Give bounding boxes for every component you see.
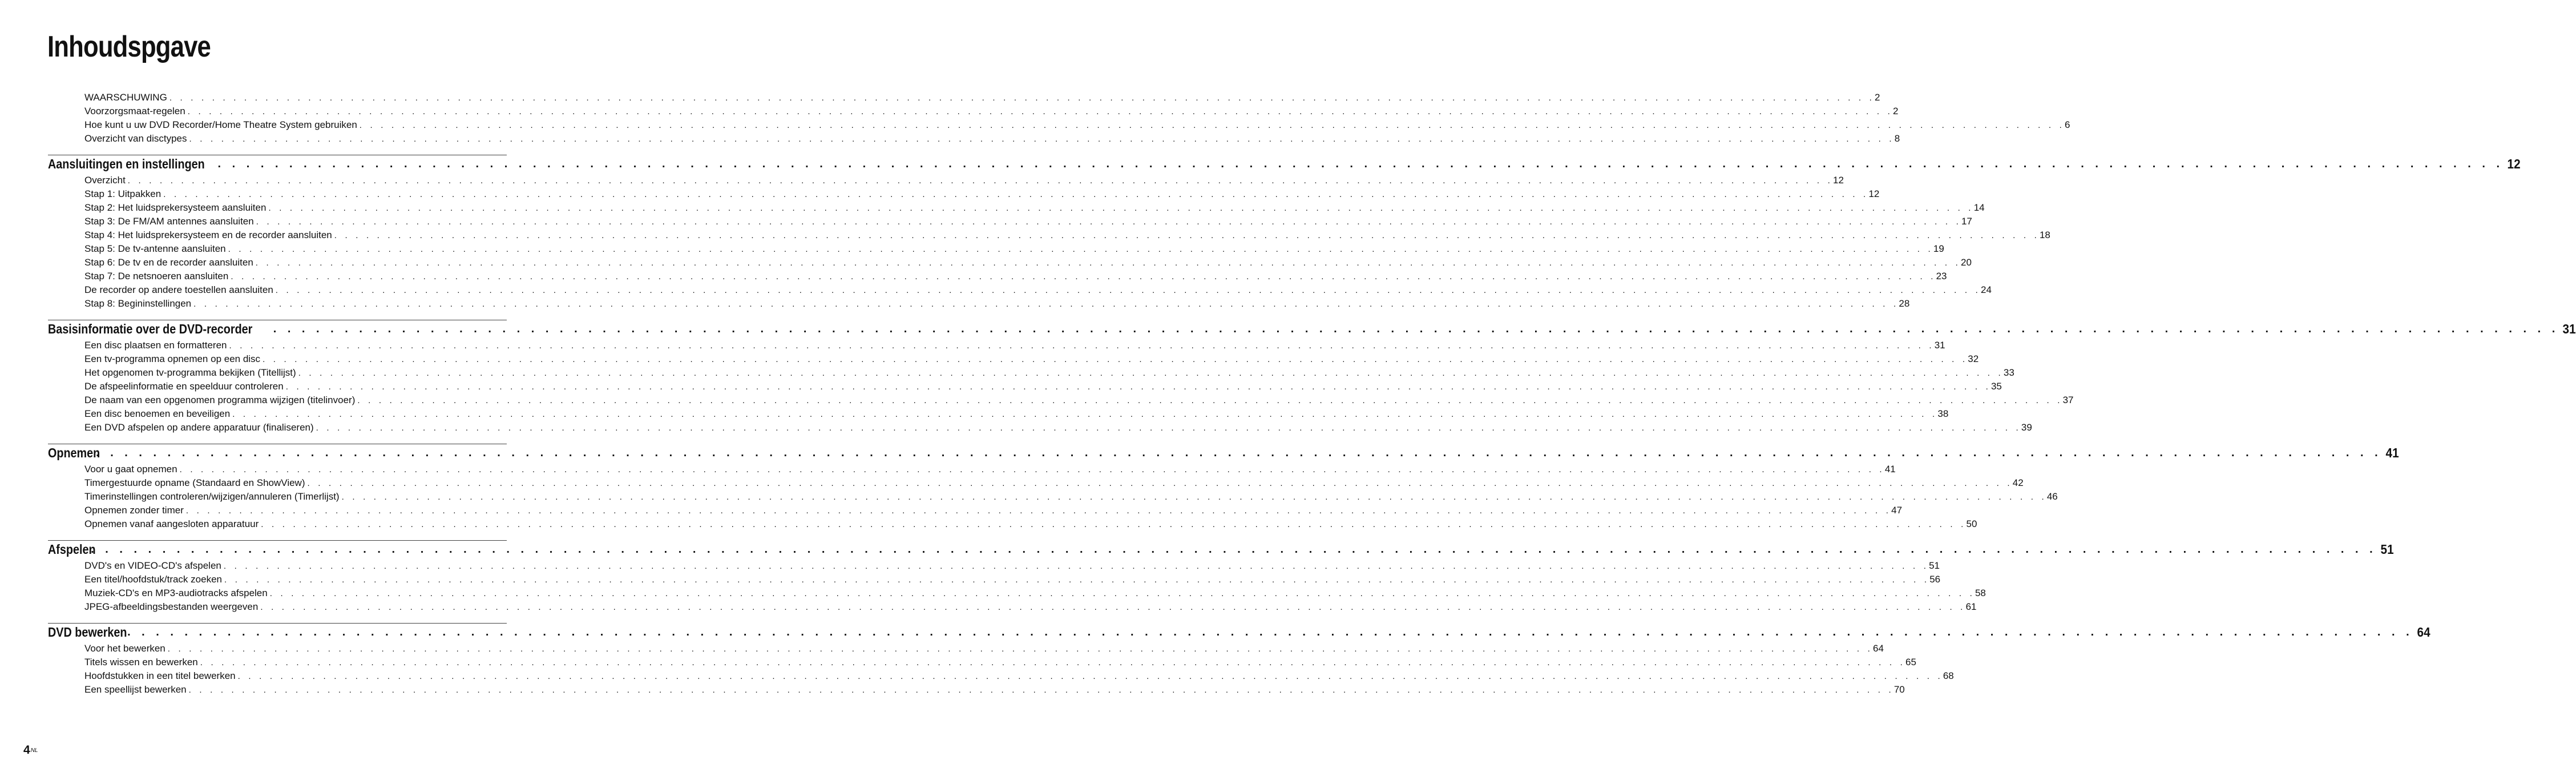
- toc-entry-page: 23: [1936, 271, 1947, 282]
- toc-entry[interactable]: [84, 517, 1977, 531]
- toc-entry-page: 68: [1943, 670, 1954, 681]
- toc-entry-title: Opnemen zonder timer: [84, 505, 184, 516]
- toc-entry[interactable]: [84, 352, 1979, 366]
- toc-entry-page: 33: [2003, 367, 2014, 378]
- toc-entry-title: Stap 2: Het luidsprekersysteem aansluiten: [84, 202, 267, 213]
- dot-leader: . . . . . . . . . . . . . . . . . . . . . . . . . . . . . . . . . . . . . . . . . . . . . . . . . . . . . . . . . . . . . . . . . . . . . . . . . . . . . . . . . . . . . . . . . . . . . . . . . . . . . . . . . . . . . . . . . . . . . . . . . . . . . . . . . . . . . . . . . . . . . . . . . . . . . . . . . . . . . . . .: [229, 341, 1935, 351]
- toc-entry-page: 14: [1973, 202, 1985, 213]
- dot-leader: . . . . . . . . . . . . . . . . . . . . . . . . . . . . . . . . . . . . . . . . . . . . . . . . . . . . . . . . . . . . . . . . . . . . . . . . . . . . . . . . . . . . . . . . . . . . . . . . . . . . . . . . . . . . . . . . . . . . . . . . . . . . . . . . . . . . . . . . . . . . . . . . . . . . . . . . . . . . . . . .: [256, 217, 1961, 227]
- dot-leader: . . . . . . . . . . . . . . . . . . . . . . . . . . . . . . . . . . . . . . . . . . . . . . . . . . . . . . . . . . . . . . . . . . . . . . . . . . . . . . . . . . . . . . . . . . . . . . . . . . . . . . . . . . . . . . . . . . . . . . . . . . . . . . . . . . . . . . . . . . . . . . . . . . . . . . . . . . . . . . . .: [163, 190, 1869, 199]
- page-title: Inhoudspgave: [47, 30, 211, 63]
- page-number-value: 4: [23, 743, 30, 757]
- dot-leader: . . . . . . . . . . . . . . . . . . . . . . . . . . . . . . . . . . . . . . . . . . . . . . . . . . . . . . . . . . . . . . . . . . . . . . . . . . . . . . . . . . . . . . . . . . . . . . . . . . . . . . . . . . . . . . . . . . . . . . . . . . . . . . . . . . . . . . . . . . . . . . . . . . . . . . . . . . . . . . . .: [255, 258, 1961, 268]
- toc-entry-page: 42: [2012, 477, 2024, 488]
- dot-leader: . . . . . . . . . . . . . . . . . . . . . . . . . . . . . . . . . . . . . . . . . . . . . . . . . . . . . . . . . . . . . . . . . . . . . . . . . . . . . . . . . . . . . . . . . . . . . . . . . . . . . . . . . . . . . . . . . . . . . . . . . . . . . . . . . . . . . . . . . . . . . . . . . . . . . . . . . . . . . . . .: [273, 323, 2559, 335]
- toc-entry[interactable]: [84, 463, 1896, 476]
- toc-entry-title: WAARSCHUWING: [84, 92, 167, 103]
- toc-entry-title: Een DVD afspelen op andere apparatuur (finaliseren): [84, 422, 314, 433]
- toc-entry[interactable]: [84, 669, 1954, 683]
- toc-entry-page: 12: [1833, 175, 1844, 186]
- toc-entry[interactable]: [84, 366, 2014, 380]
- dot-leader: . . . . . . . . . . . . . . . . . . . . . . . . . . . . . . . . . . . . . . . . . . . . . . . . . . . . . . . . . . . . . . . . . . . . . . . . . . . . . . . . . . . . . . . . . . . . . . . . . . . . . . . . . . . . . . . . . . . . . . . . . . . . . . . . . . . . . . . . . . . . . . . . . . . . . . . . . . . . . . . .: [269, 589, 1975, 598]
- toc-entry-title: Titels wissen en bewerken: [84, 657, 198, 668]
- toc-section: [0, 155, 2521, 311]
- toc-entry-title: Hoofdstukken in een titel bewerken: [84, 670, 236, 681]
- dot-leader: . . . . . . . . . . . . . . . . . . . . . . . . . . . . . . . . . . . . . . . . . . . . . . . . . . . . . . . . . . . . . . . . . . . . . . . . . . . . . . . . . . . . . . . . . . . . . . . . . . . . . . . . . . . . . . . . . . . . . . . . . . . . . . . . . . . . . . . . . . . . . . . . . . . . . . . . . . . . . . . .: [187, 107, 1893, 116]
- section-heading-title: Opnemen: [48, 445, 100, 460]
- dot-leader: . . . . . . . . . . . . . . . . . . . . . . . . . . . . . . . . . . . . . . . . . . . . . . . . . . . . . . . . . . . . . . . . . . . . . . . . . . . . . . . . . . . . . . . . . . . . . . . . . . . . . . . . . . . . . . . . . . . . . . . . . . . . . . . . . . . . . . . . . . . . . . . . . . . . . . . . . . . . . . . .: [307, 479, 2013, 488]
- dot-leader: . . . . . . . . . . . . . . . . . . . . . . . . . . . . . . . . . . . . . . . . . . . . . . . . . . . . . . . . . . . . . . . . . . . . . . . . . . . . . . . . . . . . . . . . . . . . . . . . . . . . . . . . . . . . . . . . . . . . . . . . . . . . . . . . . . . . . . . . . . . . . . . . . . . . . . . . . . . . . . . .: [188, 685, 1894, 695]
- dot-leader: . . . . . . . . . . . . . . . . . . . . . . . . . . . . . . . . . . . . . . . . . . . . . . . . . . . . . . . . . . . . . . . . . . . . . . . . . . . . . . . . . . . . . . . . . . . . . . . . . . . . . . . . . . . . . . . . . . . . . . . . . . . . . . . . . . . . . . . . . . . . . . . . . . . . . . . . . . . . . . . .: [127, 176, 1834, 186]
- dot-leader: . . . . . . . . . . . . . . . . . . . . . . . . . . . . . . . . . . . . . . . . . . . . . . . . . . . . . . . . . . . . . . . . . . . . . . . . . . . . . . . . . . . . . . . . . . . . . . . . . . . . . . . . . . . . . . . . . . . . . . . . . . . . . . . . . . . . . . . . . . . . . . . . . . . . . . . . . . . . . . . .: [263, 355, 1968, 364]
- toc-entry-title: De afspeelinformatie en speelduur controleren: [84, 381, 284, 392]
- section-heading[interactable]: [48, 320, 2576, 338]
- toc-entry[interactable]: [84, 339, 1945, 352]
- toc-entry[interactable]: [84, 187, 1880, 201]
- toc-entry[interactable]: [84, 132, 1900, 146]
- toc-entry-title: Stap 5: De tv-antenne aansluiten: [84, 243, 226, 254]
- dot-leader: . . . . . . . . . . . . . . . . . . . . . . . . . . . . . . . . . . . . . . . . . . . . . . . . . . . . . . . . . . . . . . . . . . . . . . . . . . . . . . . . . . . . . . . . . . . . . . . . . . . . . . . . . . . . . . . . . . . . . . . . . . . . . . . . . . . . . . . . . . . . . . . . . . . . . . . . . . . . . . . .: [232, 409, 1938, 419]
- toc-entry-title: Een tv-programma opnemen op een disc: [84, 353, 261, 364]
- toc-entry[interactable]: [84, 118, 2070, 132]
- toc-entry[interactable]: [84, 380, 2002, 393]
- section-heading-title: DVD bewerken: [48, 625, 127, 640]
- toc-entry[interactable]: [84, 656, 1916, 669]
- toc-section: [0, 444, 2399, 531]
- toc-entry-title: Hoe kunt u uw DVD Recorder/Home Theatre System gebruiken: [84, 119, 357, 130]
- toc-entry-page: 12: [1868, 188, 1880, 199]
- toc-entry[interactable]: [84, 256, 1972, 270]
- toc-entry-title: Timerinstellingen controleren/wijzigen/annuleren (Timerlijst): [84, 491, 340, 502]
- toc-entry[interactable]: [84, 600, 1977, 614]
- section-heading[interactable]: [48, 623, 2430, 641]
- toc-entry[interactable]: [84, 283, 1992, 297]
- toc-entry-page: 2: [1892, 106, 1899, 116]
- toc-entry-title: Timergestuurde opname (Standaard en ShowView): [84, 477, 305, 488]
- section-heading-page: 64: [2417, 625, 2430, 640]
- section-heading[interactable]: [48, 155, 2521, 173]
- toc-entry-title: DVD's en VIDEO-CD's afspelen: [84, 560, 221, 571]
- toc-entry[interactable]: [84, 393, 2074, 407]
- toc-section: [0, 320, 2576, 435]
- toc-entry-page: 56: [1929, 574, 1941, 585]
- toc-entry[interactable]: [84, 490, 2058, 504]
- toc-entry-page: 38: [1937, 408, 1949, 419]
- toc-entry[interactable]: [84, 407, 1949, 421]
- toc-entry-page: 32: [1968, 353, 1979, 364]
- section-heading-page: 12: [2507, 156, 2521, 171]
- toc-entry-title: Een titel/hoofdstuk/track zoeken: [84, 574, 222, 585]
- toc-entry-page: 47: [1891, 505, 1903, 516]
- toc-entry[interactable]: [84, 421, 2032, 435]
- dot-leader: . . . . . . . . . . . . . . . . . . . . . . . . . . . . . . . . . . . . . . . . . . . . . . . . . . . . . . . . . . . . . . . . . . . . . . . . . . . . . . . . . . . . . . . . . . . . . . . . . . . . . . . . . . . . . . . . . . . . . . . . . . . . . . . . . . . . . . . . . . . . . . . . . . . . . . . . . . . . . . . .: [96, 447, 2382, 459]
- toc-entry[interactable]: [84, 201, 1985, 215]
- toc-entry[interactable]: [84, 174, 1844, 187]
- toc-entry-title: De recorder op andere toestellen aansluiten: [84, 284, 273, 295]
- toc-entry-title: Het opgenomen tv-programma bekijken (Titellijst): [84, 367, 296, 378]
- dot-leader: . . . . . . . . . . . . . . . . . . . . . . . . . . . . . . . . . . . . . . . . . . . . . . . . . . . . . . . . . . . . . . . . . . . . . . . . . . . . . . . . . . . . . . . . . . . . . . . . . . . . . . . . . . . . . . . . . . . . . . . . . . . . . . . . . . . . . . . . . . . . . . . . . . . . . . . . . . . . . . . .: [127, 626, 2413, 638]
- toc-entry-title: Stap 6: De tv en de recorder aansluiten: [84, 257, 253, 268]
- toc-section: [0, 623, 2430, 697]
- toc-entry[interactable]: [84, 642, 1884, 656]
- toc-entry[interactable]: [84, 559, 1940, 573]
- toc-entry[interactable]: [84, 270, 1947, 283]
- section-heading-page: 41: [2385, 445, 2399, 460]
- section-heading-title: Aansluitingen en instellingen: [48, 156, 205, 171]
- toc-entry-page: 35: [1990, 381, 2002, 392]
- dot-leader: . . . . . . . . . . . . . . . . . . . . . . . . . . . . . . . . . . . . . . . . . . . . . . . . . . . . . . . . . . . . . . . . . . . . . . . . . . . . . . . . . . . . . . . . . . . . . . . . . . . . . . . . . . . . . . . . . . . . . . . . . . . . . . . . . . . . . . . . . . . . . . . . . . . . . . . . . . . . . . . .: [223, 561, 1929, 571]
- toc-entry-title: Een speellijst bewerken: [84, 684, 187, 695]
- toc-entry-page: 46: [2046, 491, 2058, 502]
- dot-leader: . . . . . . . . . . . . . . . . . . . . . . . . . . . . . . . . . . . . . . . . . . . . . . . . . . . . . . . . . . . . . . . . . . . . . . . . . . . . . . . . . . . . . . . . . . . . . . . . . . . . . . . . . . . . . . . . . . . . . . . . . . . . . . . . . . . . . . . . . . . . . . . . . . . . . . . . . . . . . . . .: [260, 602, 1966, 612]
- toc-entry-title: Overzicht: [84, 175, 126, 186]
- dot-leader: . . . . . . . . . . . . . . . . . . . . . . . . . . . . . . . . . . . . . . . . . . . . . . . . . . . . . . . . . . . . . . . . . . . . . . . . . . . . . . . . . . . . . . . . . . . . . . . . . . . . . . . . . . . . . . . . . . . . . . . . . . . . . . . . . . . . . . . . . . . . . . . . . . . . . . . . . . . . . . . .: [285, 382, 1991, 392]
- toc-entry[interactable]: [84, 228, 2050, 242]
- toc-entry-page: 58: [1975, 588, 1986, 598]
- dot-leader: . . . . . . . . . . . . . . . . . . . . . . . . . . . . . . . . . . . . . . . . . . . . . . . . . . . . . . . . . . . . . . . . . . . . . . . . . . . . . . . . . . . . . . . . . . . . . . . . . . . . . . . . . . . . . . . . . . . . . . . . . . . . . . . . . . . . . . . . . . . . . . . . . . . . . . . . . . . . . . . .: [200, 658, 1905, 668]
- toc-entry-page: 37: [2062, 395, 2074, 405]
- toc-entry[interactable]: [84, 215, 1972, 228]
- toc-entry-title: De naam van een opgenomen programma wijzigen (titelinvoer): [84, 395, 356, 405]
- toc-entry-page: 64: [1873, 643, 1884, 654]
- toc-entry-page: 61: [1965, 601, 1977, 612]
- toc-entry-page: 6: [2065, 119, 2070, 130]
- dot-leader: . . . . . . . . . . . . . . . . . . . . . . . . . . . . . . . . . . . . . . . . . . . . . . . . . . . . . . . . . . . . . . . . . . . . . . . . . . . . . . . . . . . . . . . . . . . . . . . . . . . . . . . . . . . . . . . . . . . . . . . . . . . . . . . . . . . . . . . . . . . . . . . . . . . . . . . . . . . . . . . .: [268, 203, 1974, 213]
- toc-entry[interactable]: [84, 104, 1899, 118]
- section-heading-title: Basisinformatie over de DVD-recorder: [48, 321, 253, 336]
- dot-leader: . . . . . . . . . . . . . . . . . . . . . . . . . . . . . . . . . . . . . . . . . . . . . . . . . . . . . . . . . . . . . . . . . . . . . . . . . . . . . . . . . . . . . . . . . . . . . . . . . . . . . . . . . . . . . . . . . . . . . . . . . . . . . . . . . . . . . . . . . . . . . . . . . . . . . . . . . . . . . . . .: [217, 158, 2504, 170]
- page-number-suffix: NL: [30, 747, 38, 754]
- dot-leader: . . . . . . . . . . . . . . . . . . . . . . . . . . . . . . . . . . . . . . . . . . . . . . . . . . . . . . . . . . . . . . . . . . . . . . . . . . . . . . . . . . . . . . . . . . . . . . . . . . . . . . . . . . . . . . . . . . . . . . . . . . . . . . . . . . . . . . . . . . . . . . . . . . . . . . . . . . . . . . . .: [185, 506, 1892, 516]
- toc-entry-title: Een disc benoemen en beveiligen: [84, 408, 231, 419]
- toc-entry[interactable]: [84, 297, 1910, 311]
- dot-leader: . . . . . . . . . . . . . . . . . . . . . . . . . . . . . . . . . . . . . . . . . . . . . . . . . . . . . . . . . . . . . . . . . . . . . . . . . . . . . . . . . . . . . . . . . . . . . . . . . . . . . . . . . . . . . . . . . . . . . . . . . . . . . . . . . . . . . . . . . . . . . . . . . . . . . . . . . . . . . . . .: [91, 543, 2377, 556]
- toc-entry-title: Stap 1: Uitpakken: [84, 188, 161, 199]
- toc-entry-page: 8: [1894, 133, 1900, 144]
- toc-entry[interactable]: [84, 91, 1880, 104]
- toc-entry-title: Opnemen vanaf aangesloten apparatuur: [84, 518, 259, 529]
- intro-section: [0, 91, 2070, 146]
- page-number: [23, 743, 38, 758]
- toc-entry[interactable]: [84, 683, 1905, 697]
- toc-entry-title: Stap 7: De netsnoeren aansluiten: [84, 271, 229, 282]
- toc-entry-page: 24: [1981, 284, 1992, 295]
- toc-entry-page: 70: [1893, 684, 1905, 695]
- dot-leader: . . . . . . . . . . . . . . . . . . . . . . . . . . . . . . . . . . . . . . . . . . . . . . . . . . . . . . . . . . . . . . . . . . . . . . . . . . . . . . . . . . . . . . . . . . . . . . . . . . . . . . . . . . . . . . . . . . . . . . . . . . . . . . . . . . . . . . . . . . . . . . . . . . . . . . . . . . . . . . . .: [193, 299, 1899, 309]
- toc-section: [0, 540, 2394, 614]
- dot-leader: . . . . . . . . . . . . . . . . . . . . . . . . . . . . . . . . . . . . . . . . . . . . . . . . . . . . . . . . . . . . . . . . . . . . . . . . . . . . . . . . . . . . . . . . . . . . . . . . . . . . . . . . . . . . . . . . . . . . . . . . . . . . . . . . . . . . . . . . . . . . . . . . . . . . . . . . . . . . . . . .: [228, 244, 1933, 254]
- dot-leader: . . . . . . . . . . . . . . . . . . . . . . . . . . . . . . . . . . . . . . . . . . . . . . . . . . . . . . . . . . . . . . . . . . . . . . . . . . . . . . . . . . . . . . . . . . . . . . . . . . . . . . . . . . . . . . . . . . . . . . . . . . . . . . . . . . . . . . . . . . . . . . . . . . . . . . . . . . . . . . . .: [179, 465, 1885, 475]
- toc-entry-title: Stap 3: De FM/AM antennes aansluiten: [84, 216, 254, 227]
- dot-leader: . . . . . . . . . . . . . . . . . . . . . . . . . . . . . . . . . . . . . . . . . . . . . . . . . . . . . . . . . . . . . . . . . . . . . . . . . . . . . . . . . . . . . . . . . . . . . . . . . . . . . . . . . . . . . . . . . . . . . . . . . . . . . . . . . . . . . . . . . . . . . . . . . . . . . . . . . . . . . . . .: [189, 134, 1895, 144]
- toc-entry-page: 39: [2021, 422, 2032, 433]
- toc-entry-page: 50: [1966, 518, 1977, 529]
- toc-entry-page: 19: [1933, 243, 1944, 254]
- section-heading-title: Afspelen: [48, 542, 96, 557]
- toc-entry[interactable]: [84, 504, 1903, 517]
- toc-entry-page: 51: [1929, 560, 1940, 571]
- dot-leader: . . . . . . . . . . . . . . . . . . . . . . . . . . . . . . . . . . . . . . . . . . . . . . . . . . . . . . . . . . . . . . . . . . . . . . . . . . . . . . . . . . . . . . . . . . . . . . . . . . . . . . . . . . . . . . . . . . . . . . . . . . . . . . . . . . . . . . . . . . . . . . . . . . . . . . . . . . . . . . . .: [357, 396, 2063, 405]
- dot-leader: . . . . . . . . . . . . . . . . . . . . . . . . . . . . . . . . . . . . . . . . . . . . . . . . . . . . . . . . . . . . . . . . . . . . . . . . . . . . . . . . . . . . . . . . . . . . . . . . . . . . . . . . . . . . . . . . . . . . . . . . . . . . . . . . . . . . . . . . . . . . . . . . . . . . . . . . . . . . . . . .: [261, 520, 1967, 529]
- dot-leader: . . . . . . . . . . . . . . . . . . . . . . . . . . . . . . . . . . . . . . . . . . . . . . . . . . . . . . . . . . . . . . . . . . . . . . . . . . . . . . . . . . . . . . . . . . . . . . . . . . . . . . . . . . . . . . . . . . . . . . . . . . . . . . . . . . . . . . . . . . . . . . . . . . . . . . . . . . . . . . . .: [167, 644, 1873, 654]
- section-heading[interactable]: [48, 540, 2394, 558]
- toc-entry-title: Voor u gaat opnemen: [84, 464, 177, 475]
- dot-leader: . . . . . . . . . . . . . . . . . . . . . . . . . . . . . . . . . . . . . . . . . . . . . . . . . . . . . . . . . . . . . . . . . . . . . . . . . . . . . . . . . . . . . . . . . . . . . . . . . . . . . . . . . . . . . . . . . . . . . . . . . . . . . . . . . . . . . . . . . . . . . . . . . . . . . . . . . . . . . . . .: [316, 423, 2021, 433]
- section-heading-page: 31: [2562, 321, 2576, 336]
- dot-leader: . . . . . . . . . . . . . . . . . . . . . . . . . . . . . . . . . . . . . . . . . . . . . . . . . . . . . . . . . . . . . . . . . . . . . . . . . . . . . . . . . . . . . . . . . . . . . . . . . . . . . . . . . . . . . . . . . . . . . . . . . . . . . . . . . . . . . . . . . . . . . . . . . . . . . . . . . . . . . . . .: [169, 93, 1875, 103]
- dot-leader: . . . . . . . . . . . . . . . . . . . . . . . . . . . . . . . . . . . . . . . . . . . . . . . . . . . . . . . . . . . . . . . . . . . . . . . . . . . . . . . . . . . . . . . . . . . . . . . . . . . . . . . . . . . . . . . . . . . . . . . . . . . . . . . . . . . . . . . . . . . . . . . . . . . . . . . . . . . . . . . .: [359, 120, 2065, 130]
- dot-leader: . . . . . . . . . . . . . . . . . . . . . . . . . . . . . . . . . . . . . . . . . . . . . . . . . . . . . . . . . . . . . . . . . . . . . . . . . . . . . . . . . . . . . . . . . . . . . . . . . . . . . . . . . . . . . . . . . . . . . . . . . . . . . . . . . . . . . . . . . . . . . . . . . . . . . . . . . . . . . . . .: [237, 672, 1943, 681]
- section-heading[interactable]: [48, 444, 2399, 462]
- dot-leader: . . . . . . . . . . . . . . . . . . . . . . . . . . . . . . . . . . . . . . . . . . . . . . . . . . . . . . . . . . . . . . . . . . . . . . . . . . . . . . . . . . . . . . . . . . . . . . . . . . . . . . . . . . . . . . . . . . . . . . . . . . . . . . . . . . . . . . . . . . . . . . . . . . . . . . . . . . . . . . . .: [334, 231, 2040, 240]
- toc-entry-page: 28: [1899, 298, 1910, 309]
- toc-entry-title: Een disc plaatsen en formatteren: [84, 340, 227, 351]
- toc-entry-page: 31: [1934, 340, 1945, 351]
- toc-entry-title: Overzicht van disctypes: [84, 133, 187, 144]
- toc-entry[interactable]: [84, 242, 1944, 256]
- toc-entry[interactable]: [84, 586, 1986, 600]
- table-of-contents: [0, 91, 2576, 697]
- toc-entry-page: 18: [2039, 230, 2050, 240]
- toc-entry-title: Voor het bewerken: [84, 643, 165, 654]
- toc-entry-title: Stap 8: Begininstellingen: [84, 298, 192, 309]
- dot-leader: . . . . . . . . . . . . . . . . . . . . . . . . . . . . . . . . . . . . . . . . . . . . . . . . . . . . . . . . . . . . . . . . . . . . . . . . . . . . . . . . . . . . . . . . . . . . . . . . . . . . . . . . . . . . . . . . . . . . . . . . . . . . . . . . . . . . . . . . . . . . . . . . . . . . . . . . . . . . . . . .: [231, 272, 1936, 282]
- dot-leader: . . . . . . . . . . . . . . . . . . . . . . . . . . . . . . . . . . . . . . . . . . . . . . . . . . . . . . . . . . . . . . . . . . . . . . . . . . . . . . . . . . . . . . . . . . . . . . . . . . . . . . . . . . . . . . . . . . . . . . . . . . . . . . . . . . . . . . . . . . . . . . . . . . . . . . . . . . . . . . . .: [224, 575, 1930, 585]
- toc-entry-page: 41: [1884, 464, 1896, 475]
- dot-leader: . . . . . . . . . . . . . . . . . . . . . . . . . . . . . . . . . . . . . . . . . . . . . . . . . . . . . . . . . . . . . . . . . . . . . . . . . . . . . . . . . . . . . . . . . . . . . . . . . . . . . . . . . . . . . . . . . . . . . . . . . . . . . . . . . . . . . . . . . . . . . . . . . . . . . . . . . . . . . . . .: [298, 368, 2004, 378]
- toc-entry-title: Voorzorgsmaat-regelen: [84, 106, 185, 116]
- toc-entry-page: 17: [1961, 216, 1972, 227]
- toc-entry-page: 2: [1875, 92, 1880, 103]
- toc-entry-title: JPEG-afbeeldingsbestanden weergeven: [84, 601, 259, 612]
- toc-entry-title: Stap 4: Het luidsprekersysteem en de recorder aansluiten: [84, 230, 332, 240]
- toc-entry-page: 65: [1905, 657, 1916, 668]
- dot-leader: . . . . . . . . . . . . . . . . . . . . . . . . . . . . . . . . . . . . . . . . . . . . . . . . . . . . . . . . . . . . . . . . . . . . . . . . . . . . . . . . . . . . . . . . . . . . . . . . . . . . . . . . . . . . . . . . . . . . . . . . . . . . . . . . . . . . . . . . . . . . . . . . . . . . . . . . . . . . . . . .: [341, 492, 2047, 502]
- dot-leader: . . . . . . . . . . . . . . . . . . . . . . . . . . . . . . . . . . . . . . . . . . . . . . . . . . . . . . . . . . . . . . . . . . . . . . . . . . . . . . . . . . . . . . . . . . . . . . . . . . . . . . . . . . . . . . . . . . . . . . . . . . . . . . . . . . . . . . . . . . . . . . . . . . . . . . . . . . . . . . . .: [275, 286, 1981, 295]
- toc-entry[interactable]: [84, 476, 2024, 490]
- toc-entry[interactable]: [84, 573, 1941, 586]
- toc-entry-page: 20: [1961, 257, 1972, 268]
- section-heading-page: 51: [2380, 542, 2394, 557]
- toc-entry-title: Muziek-CD's en MP3-audiotracks afspelen: [84, 588, 268, 598]
